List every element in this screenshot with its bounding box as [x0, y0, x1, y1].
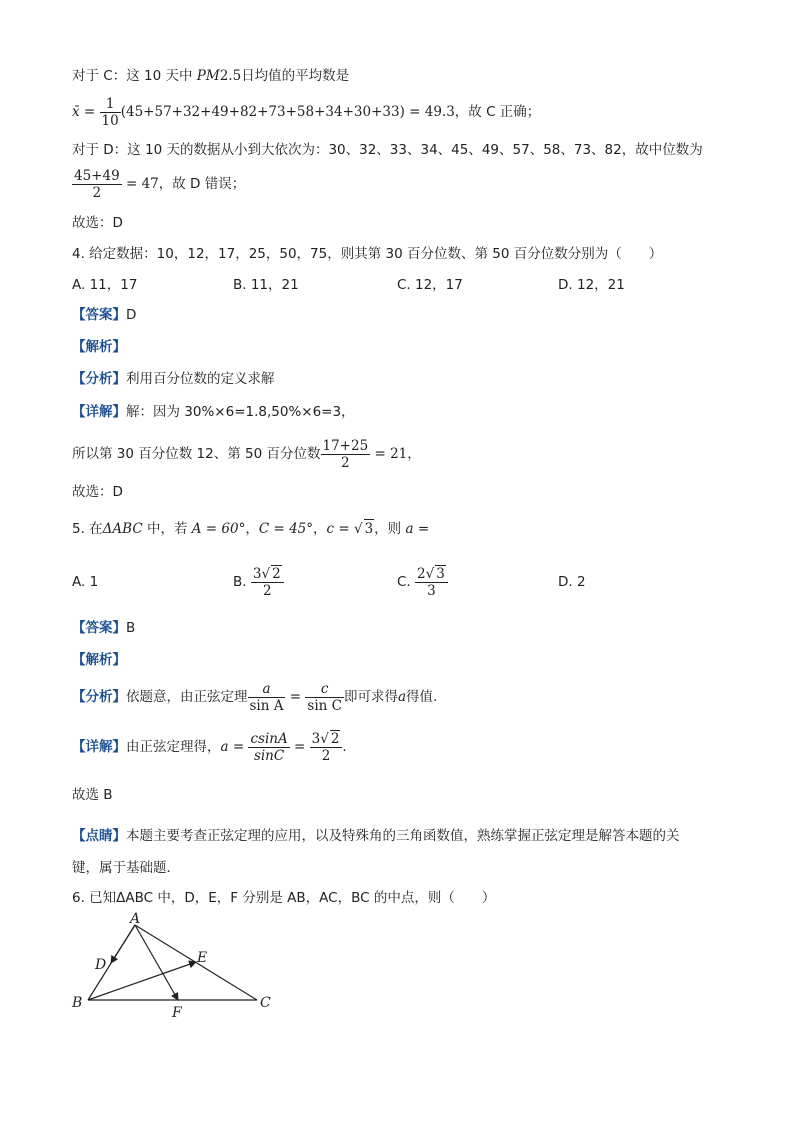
q5-option-b-fraction: $\frac{3√ 2}{2}$ — [251, 565, 284, 599]
q5-analysis-tag: 【解析】 — [72, 652, 126, 668]
q5-fenxi-fraction-a: $\frac{a}{\text{sin A}}$ — [249, 680, 284, 714]
q4-option-b: B. 11，21 — [233, 277, 299, 293]
vector-ad — [111, 925, 135, 963]
q4-fraction: $\frac{17+25}{2}$ — [322, 437, 369, 471]
label-d: D — [95, 957, 107, 973]
q5-option-a: A. 1 — [72, 574, 99, 590]
q4-xiangjie: 【详解】解：因为 30%×6=1.8,50%×6=3， — [72, 404, 355, 420]
q4-answer: 【答案】D — [72, 307, 137, 323]
q5-option-b: B. $\frac{3√ 2}{2}$ — [233, 562, 284, 602]
q5-option-d: D. 2 — [558, 574, 586, 590]
q5-option-c-fraction: $\frac{2√ 3}{3}$ — [415, 565, 448, 599]
q3c-fraction: $\frac{1}{10}$ — [101, 95, 119, 129]
q6-triangle-figure — [60, 905, 290, 1025]
q4-choice: 故选：D — [72, 484, 123, 500]
q4-option-d: D. 12，21 — [558, 277, 625, 293]
q5-dianjing-1: 【点睛】本题主要考查正弦定理的应用，以及特殊角的三角函数值，熟练掌握正弦定理是解答本题的关 — [72, 828, 680, 844]
label-c: C — [260, 995, 271, 1011]
q5-fenxi-fraction-c: $\frac{c}{\text{sin C}}$ — [307, 680, 342, 714]
q4-stem: 4. 给定数据：10，12，17，25，50，75，则其第 30 百分位数、第 50 百分位数分别为（ ） — [72, 246, 663, 262]
q3d-line1: 对于 D：这 10 天的数据从小到大依次为：30、32、33、34、45、49、57、58、73、82，故中位数为 — [72, 142, 703, 158]
q4-analysis-tag: 【解析】 — [72, 339, 126, 355]
q5-stem: 5. 在ΔABC 中，若 A = 60°，C = 45°，c = √ 3，则 a = — [72, 521, 430, 537]
q5-dianjing-2: 键，属于基础题． — [72, 860, 180, 876]
q5-fenxi: 【分析】依题意，由正弦定理 $\frac{a}{\text{sin A}}$ = $\frac{c}{\text{sin C}}$ 即可求得a得值. — [72, 680, 438, 714]
q5-choice: 故选 B — [72, 787, 113, 803]
label-a: A — [130, 911, 141, 927]
q3d-fraction: $\frac{45+49}{2}$ — [74, 167, 120, 201]
q4-option-c: C. 12，17 — [397, 277, 463, 293]
q6-stem: 6. 已知ΔABC 中，D，E，F 分别是 AB，AC，BC 的中点，则（ ） — [72, 890, 496, 906]
q5-xiangjie-result: $\frac{3√ 2}{2}$ — [310, 730, 343, 764]
q4-fenxi: 【分析】利用百分位数的定义求解 — [72, 371, 275, 387]
q4-line2: 所以第 30 百分位数 12、第 50 百分位数 $\frac{17+25}{2}$ = 21， — [72, 437, 421, 471]
q3c-mean-formula: x̄ = $\frac{1}{10}$ (45+57+32+49+82+73+58+34+30+33) = 49.3，故 C 正确； — [72, 95, 541, 129]
q3-choice: 故选：D — [72, 215, 123, 231]
label-f: F — [172, 1005, 182, 1021]
q5-answer: 【答案】B — [72, 620, 136, 636]
q3d-median-formula: $\frac{45+49}{2}$ = 47，故 D 错误； — [74, 167, 246, 201]
label-b: B — [72, 995, 83, 1011]
q4-option-a: A. 11，17 — [72, 277, 138, 293]
q3c-intro: 对于 C：这 10 天中 PM2.5日均值的平均数是 — [72, 68, 350, 84]
q5-option-c: C. $\frac{2√ 3}{3}$ — [397, 562, 448, 602]
label-e: E — [197, 950, 208, 966]
vector-af — [135, 925, 178, 1000]
q5-xiangjie: 【详解】由正弦定理得，a = $\frac{csinA}{\sin C}$ = $\frac{3√ 2}{2}$ . — [72, 730, 347, 764]
q5-xiangjie-fraction: $\frac{csinA}{\sin C}$ — [250, 730, 288, 764]
